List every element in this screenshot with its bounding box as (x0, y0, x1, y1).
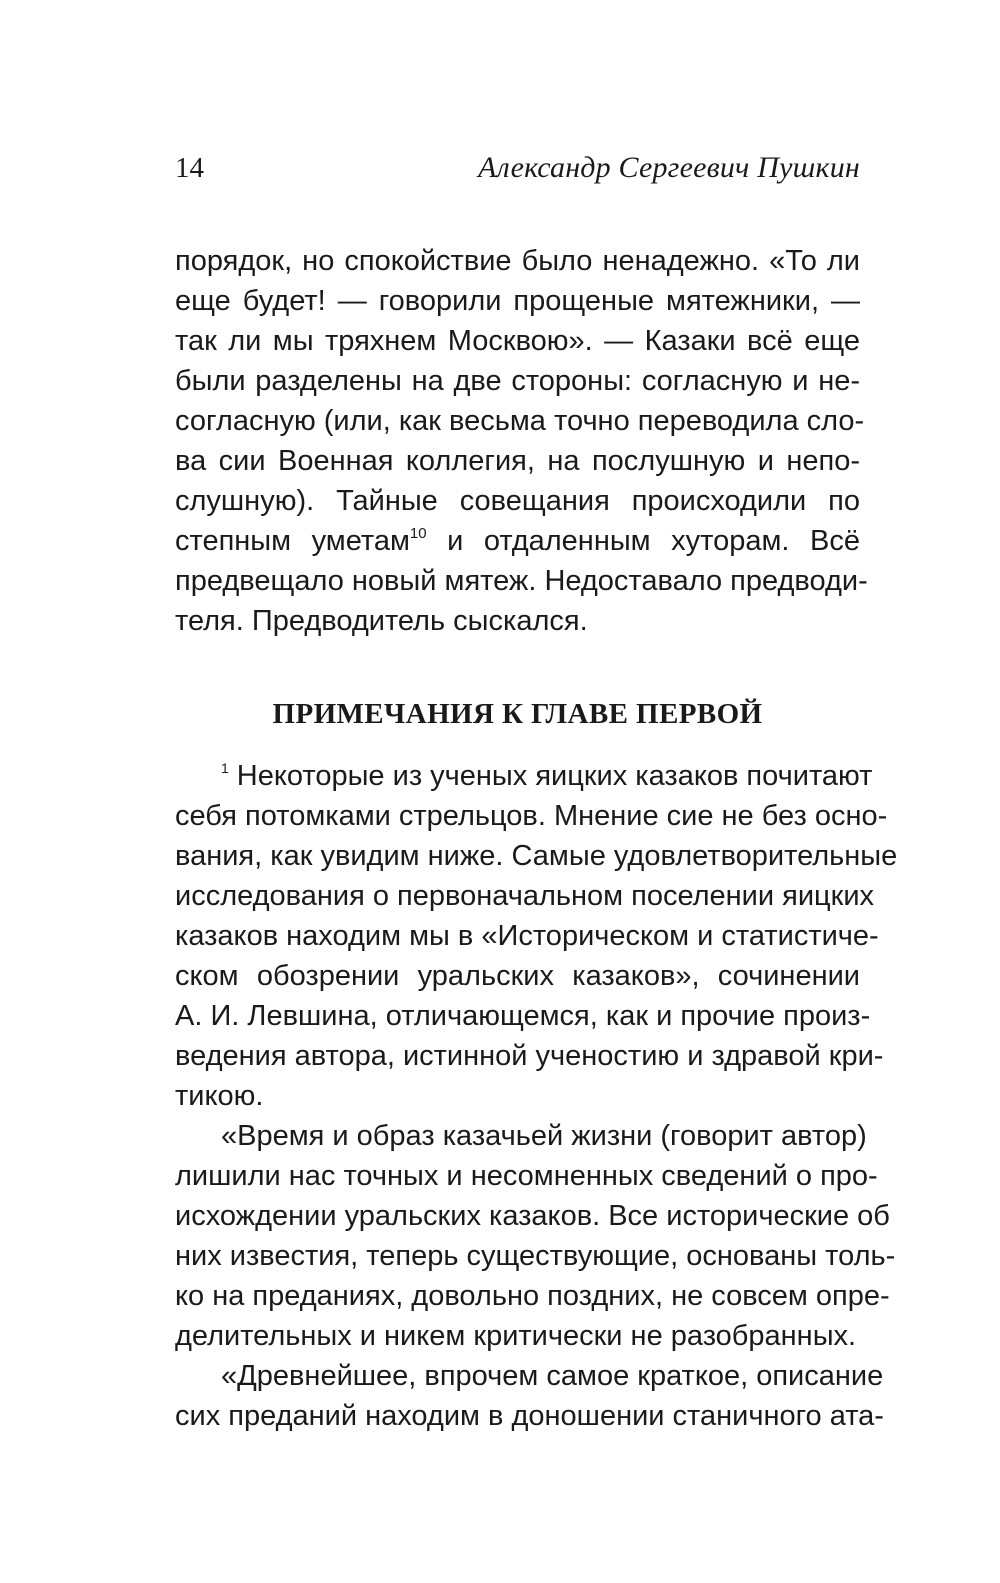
text-line: были разделены на две стороны: согласную и не- (175, 365, 860, 397)
text-fragment: Некоторые из ученых яицких казаков почитают (236, 760, 873, 792)
text-fragment: степным уметам (175, 525, 410, 557)
text-line: порядок, но спокойствие было ненадежно. «То ли (175, 245, 860, 277)
note-marker: 1 (221, 760, 229, 776)
text-line-with-footnote (175, 521, 860, 561)
main-text (175, 241, 868, 641)
text-line: предвещало новый мятеж. Недоставало предводи- (175, 565, 868, 597)
running-head (175, 148, 860, 192)
text-line: слушную). Тайные совещания происходили по (175, 485, 860, 517)
text-line: теля. Предводитель сыскался. (175, 605, 588, 637)
text-line: казаков находим мы в «Историческом и статистиче- (175, 920, 879, 952)
text-line: ко на преданиях, довольно поздних, не совсем опре- (175, 1280, 890, 1312)
text-line: вания, как увидим ниже. Самые удовлетворительные (175, 840, 898, 872)
text-line: исследования о первоначальном поселении яицких (175, 880, 875, 912)
text-line: «Древнейшее, впрочем самое краткое, описание (221, 1360, 884, 1392)
page-number: 14 (175, 152, 204, 184)
text-line: так ли мы тряхнем Москвою». — Казаки всё еще (175, 325, 860, 357)
text-line: согласную (или, как весьма точно переводила сло- (175, 405, 865, 437)
text-line: ва сии Военная коллегия, на послушную и непо- (175, 445, 860, 477)
text-line: сих преданий находим в доношении станичного ата- (175, 1400, 884, 1432)
text-line: них известия, теперь существующие, основаны толь- (175, 1240, 896, 1272)
text-fragment: и отдаленным хуторам. Всё (447, 525, 860, 557)
text-line: А. И. Левшина, отличающемся, как и прочие произ- (175, 1000, 871, 1032)
text-line: ведения автора, истинной ученостию и здравой кри- (175, 1040, 884, 1072)
text-line: «Время и образ казачьей жизни (говорит автор) (221, 1120, 867, 1152)
text-line: лишили нас точных и несомненных сведений о про- (175, 1160, 878, 1192)
running-title: Александр Сергеевич Пушкин (478, 151, 860, 184)
section-heading: ПРИМЕЧАНИЯ К ГЛАВЕ ПЕРВОЙ (272, 698, 763, 730)
text-line: делительных и никем критически не разобранных. (175, 1320, 857, 1352)
text-line: исхождении уральских казаков. Все исторические об (175, 1200, 890, 1232)
text-line: себя потомками стрельцов. Мнение сие не без осно- (175, 800, 888, 832)
text-line: тикою. (175, 1080, 264, 1112)
footnote-reference[interactable]: 10 (409, 525, 427, 542)
text-line: еще будет! — говорили прощеные мятежники, — (175, 285, 860, 317)
notes-text (175, 756, 898, 1436)
note-first-line (175, 756, 873, 796)
text-line: ском обозрении уральских казаков», сочинении (175, 960, 860, 992)
